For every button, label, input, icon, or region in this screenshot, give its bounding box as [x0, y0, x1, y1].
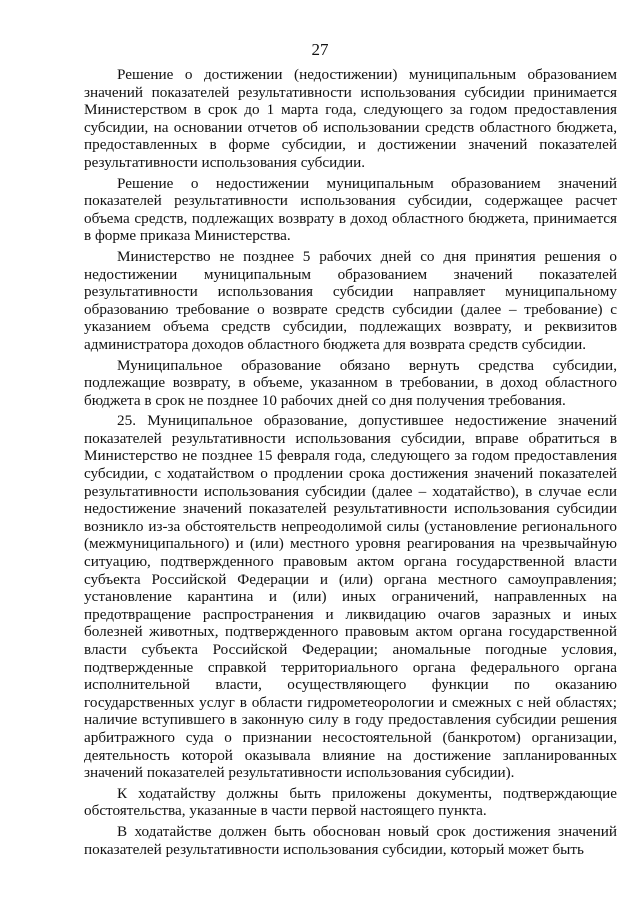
paragraph-attached-documents: К ходатайству должны быть приложены документы, подтверждающие обстоятельства, указанные в части первой настоящего пункта.	[84, 784, 617, 820]
paragraph-decision-achievement: Решение о достижении (недостижении) муниципальным образованием значений показателей результативности использования субсидии принимается Министерством в срок до 1 марта года, следующего за годом предоставления субсидии, на основании отчетов об использовании средств областного бюджета, предоставленных в форме субсидии, и достижении значений показателей результативности использования субсидии.	[84, 66, 617, 171]
page-number: 27	[311, 40, 329, 59]
paragraph-ministry-requirement: Министерство не позднее 5 рабочих дней со дня принятия решения о недостижении муниципальным образованием значений показателей результативности использования субсидии направляет муниципальному образованию требование о возврате средств субсидии (далее – требование) с указанием объема средств субсидии, подлежащих возврату, и реквизитов администратора доходов областного бюджета для возврата средств субсидии.	[84, 247, 617, 353]
paragraph-new-deadline: В ходатайстве должен быть обоснован новый срок достижения значений показателей результативности использования субсидии, который может быть	[84, 822, 617, 858]
paragraph-decision-non-achievement: Решение о недостижении муниципальным образованием значений показателей результативности использования субсидии, содержащее расчет объема средств, подлежащих возврату в доход областного бюджета, принимается в форме приказа Министерства.	[84, 174, 617, 245]
document-body	[84, 66, 617, 858]
paragraph-item-25: 25. Муниципальное образование, допустившее недостижение значений показателей результативности использования субсидии, вправе обратиться в Министерство не позднее 15 февраля года, следующего за годом предоставления субсидии, с ходатайством о продлении срока достижения значений показателей результативности использования субсидии (далее – ходатайство), в случае если недостижение значений показателей результативности использования субсидии возникло из-за обстоятельств непреодолимой силы (установление регионального (межмуниципального) и (или) местного уровня реагирования на чрезвычайную ситуацию, подтвержденного правовым актом органа государственной власти субъекта Российской Федерации и (или) органа местного самоуправления; установление карантина и (или) иных ограничений, направленных на предотвращение распространения и ликвидацию очагов заразных и иных болезней животных, подтвержденного правовым актом органа государственной власти субъекта Российской Федерации; аномальные погодные условия, подтвержденные справкой территориального органа федерального органа исполнительной власти, осуществляющего функции по оказанию государственных услуг в области гидрометеорологии и смежных с ней областях; наличие вступившего в законную силу в году предоставления субсидии решения арбитражного суда о признании несостоятельной (банкротом) организации, деятельность которой оказывала влияние на достижение запланированных значений показателей результативности использования субсидии).	[84, 412, 617, 782]
paragraph-refund-obligation: Муниципальное образование обязано вернуть средства субсидии, подлежащие возврату, в объеме, указанном в требовании, в доход областного бюджета в срок не позднее 10 рабочих дней со дня получения требования.	[84, 356, 617, 409]
